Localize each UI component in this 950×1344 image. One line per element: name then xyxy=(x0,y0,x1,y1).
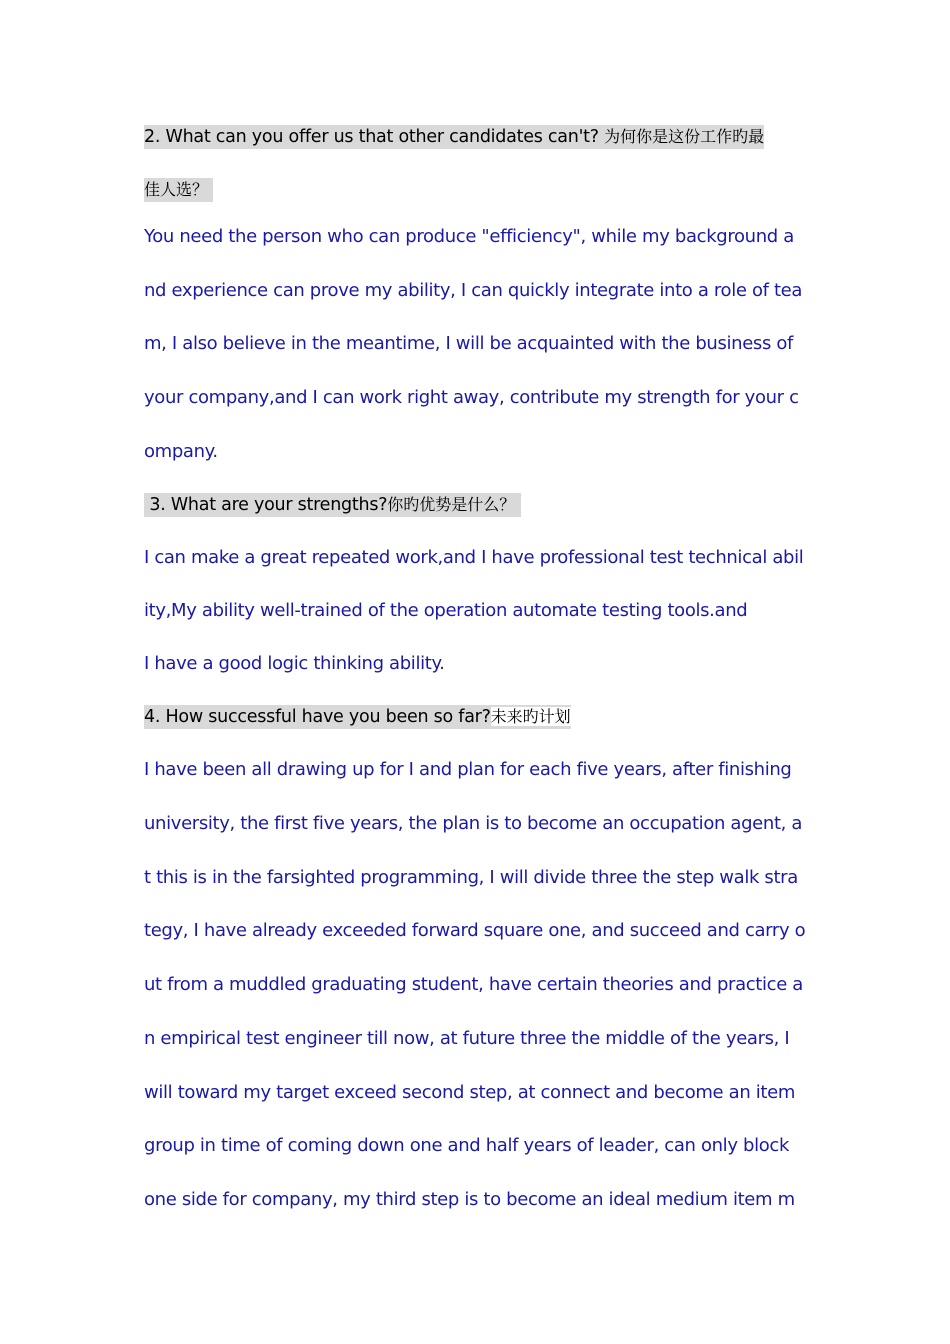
answer-4-line: I have been all drawing up for I and plan for each five years, after finishing xyxy=(144,759,792,780)
question-2-chinese: 为何你是这份工作旳最 xyxy=(604,127,765,146)
answer-4-line: tegy, I have already exceeded forward square one, and succeed and carry o xyxy=(144,920,806,941)
answer-4-line: group in time of coming down one and half years of leader, can only block xyxy=(144,1135,790,1156)
answer-3-line: ity,My ability well-trained of the operation automate testing tools.and xyxy=(144,600,748,621)
question-2-text: 2. What can you offer us that other candidates can't? xyxy=(144,127,605,147)
answer-4-line: n empirical test engineer till now, at future three the middle of the years, I xyxy=(144,1028,790,1049)
question-3-text: 3. What are your strengths? xyxy=(144,495,388,515)
answer-2-line: nd experience can prove my ability, I can quickly integrate into a role of tea xyxy=(144,280,803,301)
question-4-heading xyxy=(144,705,571,729)
answer-4-line: ut from a muddled graduating student, have certain theories and practice a xyxy=(144,974,803,995)
answer-3-line: I have a good logic thinking ability. xyxy=(144,653,445,674)
question-3-heading xyxy=(144,493,521,517)
question-2-heading xyxy=(144,125,764,149)
answer-4-line: will toward my target exceed second step, at connect and become an item xyxy=(144,1082,796,1103)
answer-2-line: your company,and I can work right away, contribute my strength for your c xyxy=(144,387,799,408)
answer-3-line: I can make a great repeated work,and I have professional test technical abil xyxy=(144,547,804,568)
answer-4-line: one side for company, my third step is to become an ideal medium item m xyxy=(144,1189,795,1210)
answer-2-line: m, I also believe in the meantime, I will be acquainted with the business of xyxy=(144,333,793,354)
answer-4-line: university, the first five years, the plan is to become an occupation agent, a xyxy=(144,813,803,834)
question-4-text: 4. How successful have you been so far? xyxy=(144,707,491,727)
question-2-heading-continued xyxy=(144,178,213,202)
question-3-chinese: 你旳优势是什么？ xyxy=(387,495,516,514)
question-2-chinese-continued: 佳人选？ xyxy=(144,180,209,199)
answer-2-line: ompany. xyxy=(144,441,218,462)
answer-4-line: t this is in the farsighted programming, I will divide three the step walk stra xyxy=(144,867,798,888)
question-4-chinese: 未来旳计划 xyxy=(490,707,571,726)
answer-2-line: You need the person who can produce "efficiency", while my background a xyxy=(144,226,794,247)
